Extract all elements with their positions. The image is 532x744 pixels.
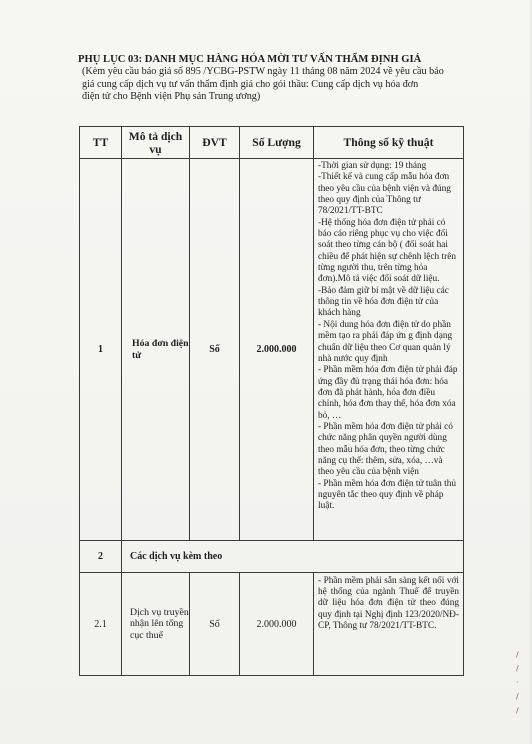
- goods-table: [79, 126, 464, 676]
- appendix-title: PHỤ LỤC 03: DANH MỤC HÀNG HÓA MỜI TƯ VẤN THẨM ĐỊNH GIÁ: [78, 54, 422, 65]
- spec-line: - Phần mềm hóa đơn điện tử phải đáp: [318, 365, 458, 376]
- appendix-intro: [82, 66, 492, 104]
- spec-line: theo quy định của Thông tư: [318, 195, 421, 206]
- spec-line: -Hệ thống hóa đơn điện tử phải có: [318, 217, 446, 228]
- header-specification: Thông số kỹ thuật: [314, 127, 464, 159]
- row-number: 2: [80, 541, 122, 573]
- header-tt: TT: [80, 127, 122, 159]
- spec-line: chiều để phát hiện sự chênh lệch trên: [318, 251, 456, 262]
- spec-line: nhà nước quy định: [318, 353, 388, 364]
- spec-line: chỉnh, hóa đơn thay thế, hóa đơn xóa: [318, 399, 456, 410]
- spec-line: chuẩn dữ liệu theo Cơ quan quản lý: [318, 342, 451, 353]
- spec-line: -Bảo đảm giữ bí mật về dữ liệu các: [318, 285, 449, 296]
- specification-cell: [314, 159, 464, 541]
- spec-line: khách hàng: [318, 308, 361, 319]
- spec-line: ứng đầy đủ trạng thái hóa đơn: hóa: [318, 376, 449, 387]
- spec-line: theo yêu cầu của bệnh viện và đúng: [318, 183, 451, 194]
- spec-line: nguyên tắc theo quy định về pháp: [318, 489, 444, 500]
- quantity-cell: 2.000.000: [240, 573, 314, 676]
- spec-line: báo cáo riêng phục vụ cho việc đối: [318, 229, 448, 240]
- scan-edge-shadow: [528, 0, 532, 744]
- specification-cell: - Phần mềm phải sẵn sàng kết nối với hệ thống của ngành Thuế để truyền dữ liệu hóa đơn điện tử theo đúng quy định tại Nghị định 123/2020/NĐ- CP, Thông tư 78/2021/TT-BTC.: [314, 573, 464, 676]
- quantity-cell: 2.000.000: [240, 159, 314, 541]
- spec-line: bỏ, …: [318, 410, 342, 421]
- header-quantity: Số Lượng: [240, 127, 314, 159]
- service-description: Hóa đơn điện tử: [122, 159, 190, 541]
- spec-line: 78/2021/TT-BTC: [318, 206, 383, 217]
- spec-line: chức năng phân quyền người dùng: [318, 433, 447, 444]
- unit-cell: Số: [190, 159, 240, 541]
- spec-line: theo yêu cầu của bệnh viện: [318, 467, 419, 478]
- spec-line: - Phần mềm hóa đơn điện tử tuân thủ: [318, 478, 457, 489]
- row-number: 1: [80, 159, 122, 541]
- header-description: Mô tả dịch vụ: [122, 127, 190, 159]
- row-number: 2.1: [80, 573, 122, 676]
- spec-line: đơn).Mô tả việc đối soát dữ liệu.: [318, 274, 440, 285]
- intro-line: điện tử cho Bệnh viện Phụ sản Trung ương): [82, 91, 261, 103]
- spec-line: thông tin về hóa đơn điện tử của: [318, 297, 439, 308]
- spec-line: luật.: [318, 501, 335, 512]
- spec-line: năng cụ thể: thêm, sửa, xóa, …và: [318, 455, 443, 466]
- spec-line: - Phần mềm hóa đơn điện tử phải có: [318, 421, 453, 432]
- table-group-row: [80, 541, 464, 573]
- header-unit: ĐVT: [190, 127, 240, 159]
- service-description: Dịch vụ truyền nhận lên tổng cục thuế: [122, 573, 190, 676]
- spec-line: soát theo từng cán bộ ( đối soát hai: [318, 240, 449, 251]
- intro-line: giá cung cấp dịch vụ tư vấn thẩm định giá cho gói thầu: Cung cấp dịch vụ hóa đơn: [82, 78, 419, 90]
- spec-line: mềm tạo ra phải đáp ứn g định dạng: [318, 331, 453, 342]
- spec-line: theo mẫu hóa đơn, theo từng chức: [318, 444, 445, 455]
- spec-line: từng người thu, trên từng hóa: [318, 263, 428, 274]
- unit-cell: Số: [190, 573, 240, 676]
- spec-line: -Thời gian sử dụng: 19 tháng: [318, 161, 427, 171]
- spec-line: -Thiết kế và cung cấp mẫu hóa đơn: [318, 172, 450, 183]
- intro-line: (Kèm yêu cầu báo giá số 895 /YCBG-PSTW ngày 11 tháng 08 năm 2024 về yêu cầu báo: [82, 66, 444, 77]
- table-row: [80, 573, 464, 676]
- group-label: Các dịch vụ kèm theo: [122, 541, 464, 573]
- table-header-row: [80, 127, 464, 159]
- margin-handwriting-mark: / / · / /: [516, 650, 519, 715]
- spec-line: đơn đã phát hành, hóa đơn điều: [318, 387, 435, 398]
- table-row: [80, 159, 464, 541]
- spec-line: - Nội dung hóa đơn điện tử do phần: [318, 319, 451, 330]
